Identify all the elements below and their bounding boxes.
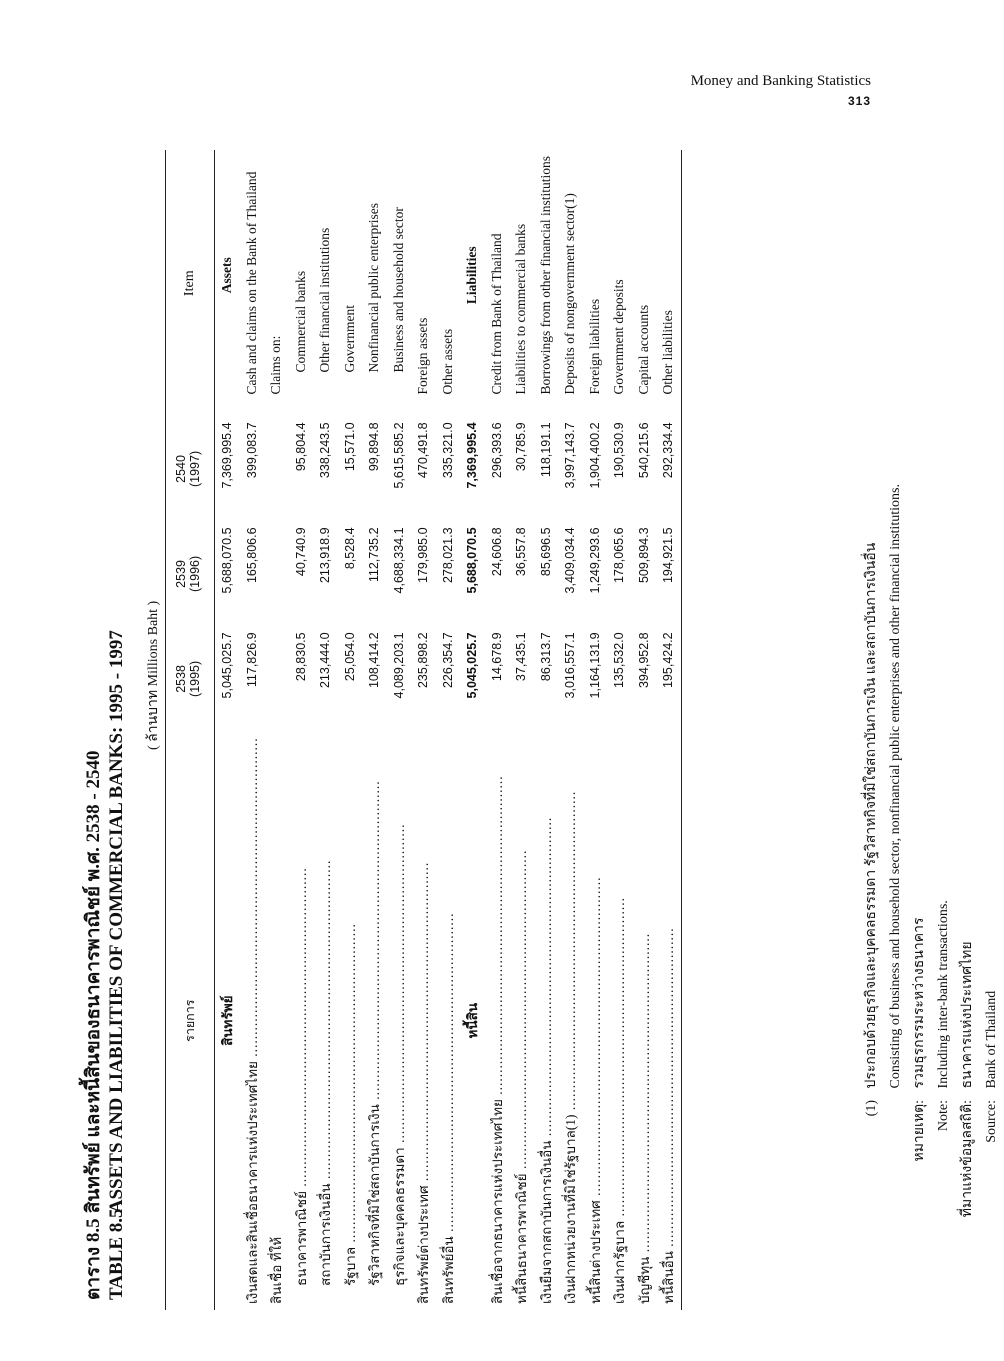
cell-value: 4,688,334.1 [391, 527, 406, 594]
row-label-th-text: ธนาคารพาณิชย์ ..... [294, 867, 309, 1286]
cell-value: 40,740.9 [293, 527, 308, 577]
table-row [313, 150, 338, 1310]
row-label-th [558, 731, 583, 1310]
row-label-th [338, 731, 363, 1310]
cell-value: 3,997,143.7 [563, 422, 578, 489]
english-table-label: TABLE 8.5 [106, 1208, 127, 1300]
row-label-th [215, 731, 240, 1310]
table-row [583, 150, 608, 1310]
row-label-en: Credit from Bank of Thailand [488, 233, 504, 395]
cell-value: 194,921.5 [661, 527, 676, 584]
page-number: 313 [847, 94, 871, 108]
row-label-th [240, 731, 265, 1310]
cell-value: 296,393.6 [489, 422, 504, 479]
row-label-en: Foreign assets [415, 317, 431, 395]
footnote-text-en: Consisting of business and household sector, nonfinancial public enterprises and other financial institutions. [888, 484, 903, 1089]
table-row [362, 150, 387, 1310]
cell-value: 14,678.9 [489, 632, 504, 682]
table-row [411, 150, 436, 1310]
table-row [436, 150, 461, 1310]
row-label-en: Foreign liabilities [586, 298, 602, 395]
cell-value: 5,045,025.7 [465, 632, 480, 699]
table-row [264, 150, 289, 1310]
cell-value: 118,191.1 [538, 422, 553, 478]
cell-value: 7,369,995.4 [465, 422, 480, 489]
cell-value: 195,424.2 [661, 632, 676, 689]
cell-value: 213,918.9 [318, 527, 333, 584]
cell-value: 7,369,995.4 [220, 422, 235, 489]
row-label-en: Government deposits [611, 279, 627, 395]
english-table-title: ASSETS AND LIABILITIES OF COMMERCIAL BANKS: 1995 - 1997 [106, 630, 127, 1214]
data-table-wrapper [165, 150, 682, 1310]
cell-value: 399,083.7 [244, 422, 259, 479]
row-label-th-text: บัญชีทุน ..... [637, 933, 652, 1304]
row-label-th [485, 731, 510, 1310]
cell-value: 335,321.0 [440, 422, 455, 479]
table-section-row [460, 150, 485, 1310]
cell-value: 470,491.8 [416, 422, 431, 479]
cell-value: 15,571.0 [342, 422, 357, 472]
cell-value: 394,952.8 [636, 632, 651, 689]
row-label-th [387, 731, 412, 1310]
row-label-th [313, 731, 338, 1310]
source-key-th: ที่มาแห่งข้อมูลสถิติ: [960, 1100, 975, 1218]
cell-value [264, 521, 289, 626]
row-label-th [436, 731, 461, 1310]
header-row-years [166, 150, 188, 1310]
note-text-en: Including inter-bank transactions. [936, 900, 951, 1089]
source-key-en: Source: [984, 1100, 999, 1143]
cell-value: 190,530.9 [612, 422, 627, 479]
row-label-th-text: สถาบันการเงินอื่น ..... [318, 860, 333, 1286]
cell-value: 3,016,557.1 [563, 632, 578, 699]
cell-value: 108,414.2 [367, 632, 382, 689]
row-label-en: Commercial banks [292, 270, 308, 373]
cell-value: 5,688,070.5 [220, 527, 235, 594]
note-text-th: รวมธุรกรรมระหว่างธนาคาร [912, 917, 927, 1089]
row-label-en: Borrowings from other financial institutions [537, 156, 553, 395]
footnote-key: (1) [864, 1100, 879, 1117]
cell-value: 213,444.0 [318, 632, 333, 689]
row-label-th [509, 731, 534, 1310]
table-row [558, 150, 583, 1310]
row-label-th-text: เงินยืมจากสถาบันการเงินอื่น ..... [539, 817, 554, 1304]
cell-value [264, 416, 289, 521]
row-label-th [264, 731, 289, 1310]
row-label-en: Other assets [439, 328, 455, 395]
cell-value: 509,894.3 [636, 527, 651, 584]
row-label-th [460, 731, 485, 1310]
table-row [534, 150, 559, 1310]
row-label-en: Deposits of nongovernment sector(1) [562, 193, 578, 395]
row-label-th [632, 731, 657, 1310]
table-row [632, 150, 657, 1310]
row-label-en: Other liabilities [660, 310, 676, 395]
cell-value: 178,065.6 [612, 527, 627, 584]
cell-value: 4,089,203.1 [391, 632, 406, 699]
note-key-th: หมายเหตุ: [912, 1100, 927, 1162]
cell-value: 28,830.5 [293, 632, 308, 682]
table-row [485, 150, 510, 1310]
cell-value: 99,894.8 [367, 422, 382, 472]
table-section-row [215, 150, 240, 1310]
row-label-th [411, 731, 436, 1310]
cell-value: 8,528.4 [342, 527, 357, 570]
row-label-th [607, 731, 632, 1310]
cell-value: 112,735.2 [367, 527, 382, 583]
footnote-text-th: ประกอบด้วยธุรกิจและบุคคลธรรมดา รัฐวิสาหกิจที่มิใช่สถาบันการเงิน และสถาบันการเงินอื่น [864, 542, 879, 1089]
row-label-th-text: หนี้สินอื่น ..... [661, 927, 676, 1304]
table-body [215, 150, 681, 1310]
cell-value: 235,898.2 [416, 632, 431, 689]
row-label-en: Liabilities [464, 246, 480, 305]
cell-value: 36,557.8 [514, 527, 529, 577]
cell-value: 5,045,025.7 [220, 632, 235, 699]
row-label-th-text: สินทรัพย์ [220, 995, 236, 1046]
row-label-th-text: รัฐวิสาหกิจที่มิใช่สถาบันการเงิน ..... [367, 780, 382, 1286]
cell-value: 86,313.7 [538, 632, 553, 682]
table-row [607, 150, 632, 1310]
footnote-1-en [884, 484, 908, 1250]
footnotes [860, 484, 1004, 1250]
source-en [980, 484, 1004, 1250]
row-label-th-text: สินเชื่อจากธนาคารแห่งประเทศไทย ..... [490, 775, 505, 1304]
cell-value: 226,354.7 [440, 632, 455, 689]
note-th [908, 484, 932, 1250]
cell-value: 135,532.0 [612, 632, 627, 689]
cell-value: 117,826.9 [244, 632, 259, 688]
section-title: Money and Banking Statistics [690, 73, 871, 89]
row-label-th [289, 731, 314, 1310]
cell-value: 338,243.5 [318, 422, 333, 479]
cell-value: 37,435.1 [514, 632, 529, 682]
row-label-en: Capital accounts [635, 304, 651, 395]
col-header-year-be: 2538 [174, 664, 188, 693]
row-label-th-text: เงินฝากรัฐบาล ..... [612, 897, 627, 1304]
rotated-table-page [70, 50, 999, 1310]
thai-table-title: สินทรัพย์ และหนี้สินของธนาคารพาณิชย์ พ.ศ. 2538 - 2540 [83, 750, 104, 1214]
cell-value: 25,054.0 [342, 632, 357, 682]
unit-label: ( ล้านบาท Millions Baht ) [146, 600, 161, 750]
cell-value: 24,606.8 [489, 527, 504, 577]
cell-value: 1,164,131.9 [587, 632, 602, 699]
row-label-th [534, 731, 559, 1310]
row-label-th-text: ธุรกิจและบุคคลธรรมดา ..... [392, 824, 407, 1286]
cell-value: 5,615,585.2 [391, 422, 406, 489]
english-title [106, 630, 128, 1300]
cell-value: 5,688,070.5 [465, 527, 480, 594]
table-row [509, 150, 534, 1310]
col-header-year-be: 2540 [174, 455, 188, 483]
cell-value: 95,804.4 [293, 422, 308, 472]
row-label-en: Assets [219, 257, 235, 294]
cell-value: 30,785.9 [514, 422, 529, 472]
row-label-th-text: สินเชื่อ ที่ให้ [269, 1236, 285, 1304]
row-label-en: Business and household sector [390, 207, 406, 373]
row-label-th-text: สินทรัพย์ต่างประเทศ ..... [416, 862, 431, 1304]
row-label-en: Cash and claims on the Bank of Thailand [243, 171, 259, 395]
row-label-en: Liabilities to commercial banks [513, 223, 529, 395]
table-row [240, 150, 265, 1310]
source-th [956, 484, 980, 1250]
row-label-th [656, 731, 681, 1310]
footnote-1-th [860, 484, 884, 1250]
source-text-th: ธนาคารแห่งประเทศไทย [960, 941, 975, 1089]
cell-value: 292,334.4 [661, 422, 676, 479]
col-header-year-ce: (1996) [188, 521, 215, 626]
row-label-th-text: เงินฝากหน่วยงานที่มิใช่รัฐบาล(1) ..... [563, 791, 578, 1304]
source-text-en: Bank of Thailand [984, 990, 999, 1089]
row-label-en: Government [341, 304, 357, 373]
col-header-year-ce: (1997) [188, 416, 215, 521]
row-label-th-text: หนี้สิน [465, 1002, 481, 1039]
cell-value [264, 626, 289, 731]
thai-table-label: ตาราง 8.5 [83, 1218, 104, 1300]
row-label-th-text: รัฐบาล ..... [343, 923, 358, 1286]
row-label-en: Claims on: [268, 335, 284, 395]
row-label-th [583, 731, 608, 1310]
row-label-th-text: หนี้สินต่างประเทศ ..... [588, 877, 603, 1304]
thai-title [78, 751, 108, 1300]
cell-value: 165,806.6 [244, 527, 259, 584]
cell-value: 3,409,034.4 [563, 527, 578, 594]
col-header-year-be: 2539 [174, 560, 188, 588]
table-row [289, 150, 314, 1310]
note-key-en: Note: [936, 1100, 951, 1132]
row-label-en: Other financial institutions [317, 227, 333, 373]
cell-value: 1,249,293.6 [587, 527, 602, 594]
row-label-th [362, 731, 387, 1310]
cell-value: 85,696.5 [538, 527, 553, 577]
assets-liabilities-table [166, 150, 681, 1310]
row-label-th-text: เงินสดและสินเชื่อธนาคารแห่งประเทศไทย ..... [245, 737, 260, 1304]
cell-value: 540,215.6 [636, 422, 651, 479]
note-en [932, 484, 956, 1250]
cell-value: 278,021.3 [440, 527, 455, 584]
row-label-en: Nonfinancial public enterprises [366, 203, 382, 373]
col-header-item-en: Item [166, 150, 215, 416]
table-row [387, 150, 412, 1310]
table-row [338, 150, 363, 1310]
table-row [656, 150, 681, 1310]
col-header-item-th: รายการ [166, 731, 215, 1310]
row-label-th-text: สินทรัพย์อื่น ..... [441, 912, 456, 1304]
cell-value: 179,985.0 [416, 527, 431, 584]
col-header-year-ce: (1995) [188, 626, 215, 731]
row-label-th-text: หนี้สินธนาคารพาณิชย์ ..... [514, 850, 529, 1304]
cell-value: 1,904,400.2 [587, 422, 602, 489]
